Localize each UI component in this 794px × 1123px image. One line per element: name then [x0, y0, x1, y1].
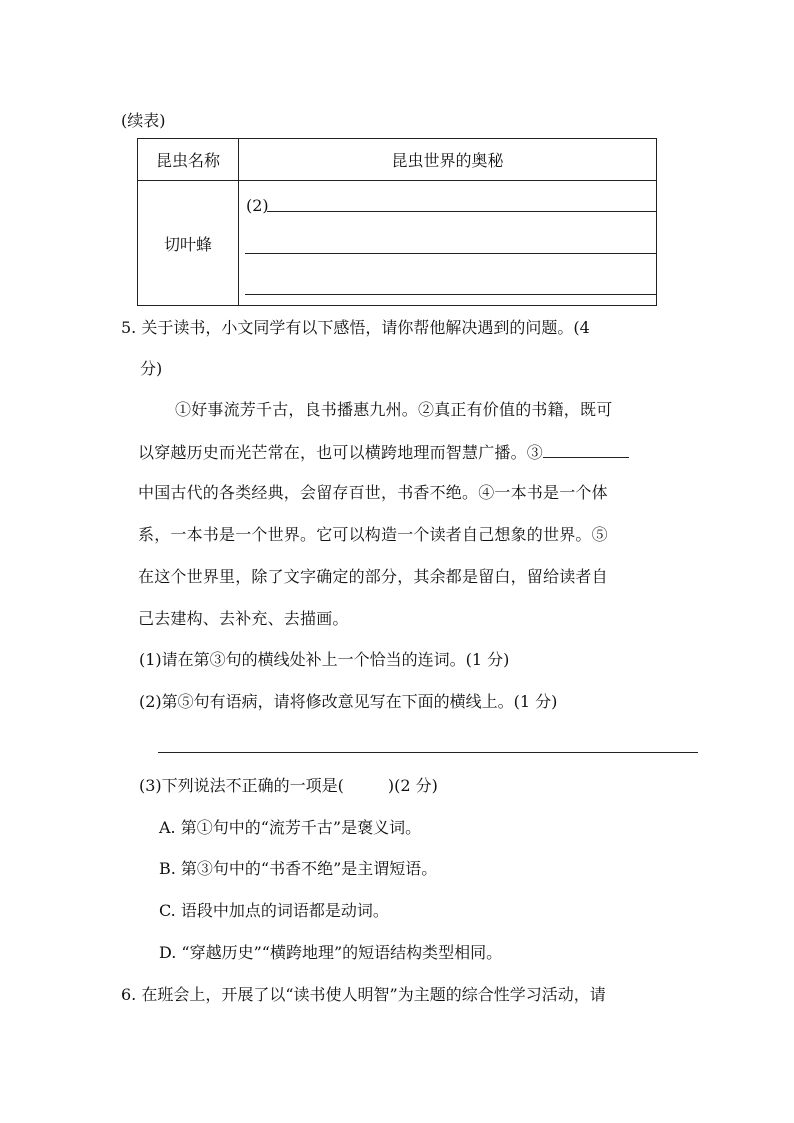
continued-label: (续表) — [121, 111, 166, 130]
insect-table — [137, 138, 657, 306]
table-header-row — [138, 139, 657, 181]
answer-line-1[interactable] — [267, 211, 656, 212]
option-d: D. “穿越历史”“横跨地理”的短语结构类型相同。 — [159, 943, 503, 962]
passage-line: 在这个世界里，除了文字确定的部分，其余都是留白，留给读者自 — [138, 567, 608, 586]
passage-line: 己去建构、去补充、去描画。 — [138, 609, 349, 628]
answer-line-2[interactable] — [245, 253, 656, 254]
option-c: C. 语段中加点的词语都是动词。 — [159, 901, 389, 920]
blank-label: (2) — [246, 196, 269, 215]
cell-insect-name: 切叶蜂 — [138, 181, 239, 306]
question-5-line-1: 5. 关于读书，小文同学有以下感悟，请你帮他解决遇到的问题。(4 — [121, 318, 590, 337]
connective-blank[interactable] — [543, 443, 629, 458]
cell-answer-area — [239, 181, 657, 306]
passage-line: 系，一本书是一个世界。它可以构造一个读者自己想象的世界。⑤ — [138, 525, 608, 544]
passage-line: ①好事流芳千古，良书播惠九州。②真正有价值的书籍，既可 — [175, 400, 613, 419]
header-insect-secret: 昆虫世界的奥秘 — [239, 139, 657, 181]
header-insect-name: 昆虫名称 — [138, 139, 239, 181]
sub-question-2: (2)第⑤句有语病，请将修改意见写在下面的横线上。(1 分) — [139, 692, 558, 711]
passage-line: 中国古代的各类经典，会留存百世，书香不绝。④一本书是一个体 — [138, 483, 608, 502]
passage-line: 以穿越历史而光芒常在，也可以横跨地理而智慧广播。③ — [138, 443, 680, 461]
answer-line-3[interactable] — [245, 294, 656, 295]
sub-question-3: (3)下列说法不正确的一项是( )(2 分) — [139, 776, 438, 795]
sub-question-1: (1)请在第③句的横线处补上一个恰当的连词。(1 分) — [139, 650, 510, 669]
question-6-line-1: 6. 在班会上，开展了以“读书使人明智”为主题的综合性学习活动，请 — [121, 985, 606, 1004]
question-5-line-2: 分) — [140, 359, 163, 378]
option-b: B. 第③句中的“书香不绝”是主谓短语。 — [159, 859, 438, 878]
option-a: A. 第①句中的“流芳千古”是褒义词。 — [159, 818, 422, 837]
table-row — [138, 181, 657, 306]
answer-line-sub2[interactable] — [158, 752, 698, 753]
